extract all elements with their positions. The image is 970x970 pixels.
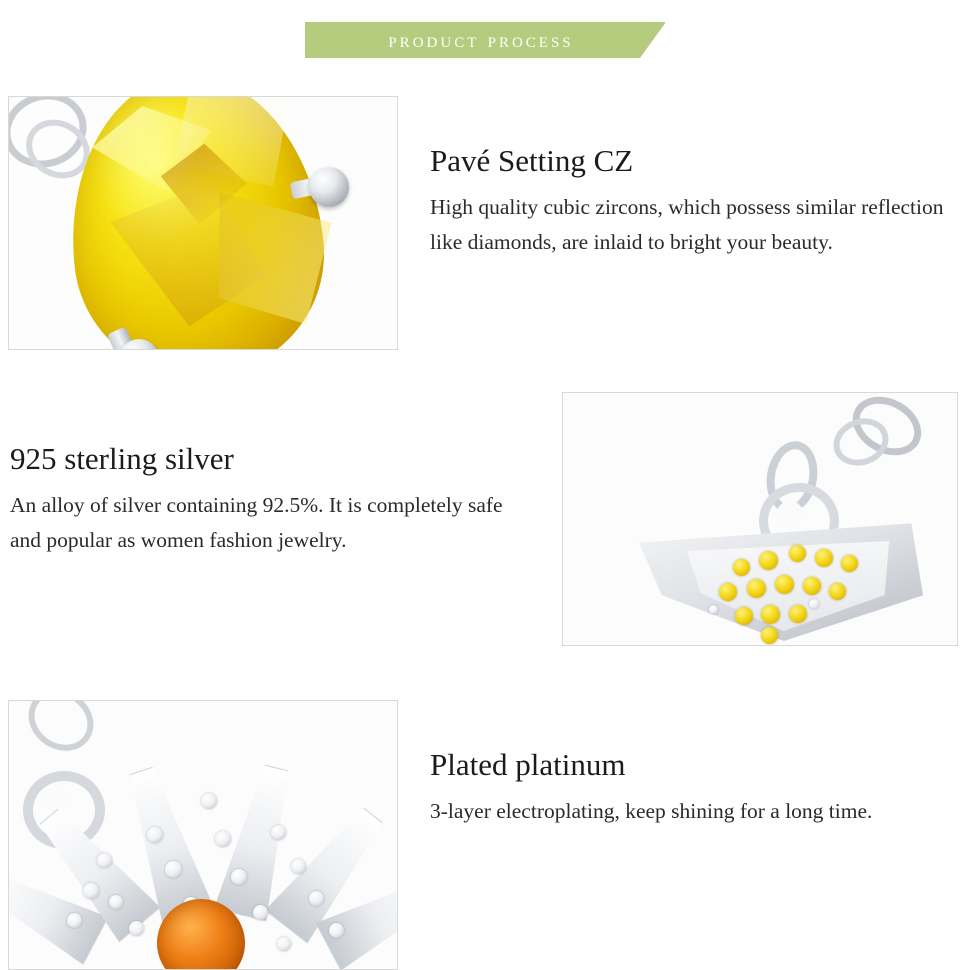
section-body-plated-platinum: 3-layer electroplating, keep shining for a long time.: [430, 799, 873, 824]
pave-stone-yellow: [815, 549, 833, 567]
product-image-plated-platinum: [8, 700, 398, 970]
silver-prong: [309, 167, 349, 207]
pave-stone-white: [67, 913, 82, 928]
pave-stone-yellow: [735, 607, 753, 625]
pave-stone-white: [201, 793, 217, 809]
pave-stone-white: [253, 905, 268, 920]
pave-stone-yellow: [803, 577, 821, 595]
pave-stone-white: [129, 921, 144, 936]
product-image-sterling-silver: [562, 392, 958, 646]
pave-stone-yellow: [841, 555, 858, 572]
pave-stone-white: [231, 869, 247, 885]
pave-stone-white: [309, 891, 324, 906]
pendant-loop-hole: [41, 789, 67, 811]
section-text-pave-setting: [430, 144, 950, 260]
pave-stone-yellow: [829, 583, 846, 600]
pave-stone-white: [97, 853, 112, 868]
pave-stone-yellow: [747, 579, 766, 598]
section-body-pave-setting: High quality cubic zircons, which possess similar reflection like diamonds, are inlaid to bright your beauty.: [430, 195, 944, 254]
pave-stone-yellow: [789, 545, 806, 562]
pave-stone-yellow: [775, 575, 794, 594]
pave-stone-white: [215, 831, 231, 847]
page-header-banner: [305, 22, 665, 58]
pendant-loop-hole: [777, 501, 803, 525]
pave-stone-white: [83, 883, 99, 899]
pave-stone-yellow: [789, 605, 807, 623]
pave-stone-white: [165, 861, 182, 878]
section-text-sterling-silver: [10, 442, 530, 558]
section-title-pave-setting: Pavé Setting CZ: [430, 143, 634, 178]
pave-stone-yellow: [719, 583, 737, 601]
pave-stone-white: [291, 859, 306, 874]
pave-stone-white: [709, 605, 718, 614]
section-body-sterling-silver: An alloy of silver containing 92.5%. It is completely safe and popular as women fashion jewelry.: [10, 493, 503, 552]
pave-stone-white: [109, 895, 123, 909]
pave-stone-white: [147, 827, 163, 843]
pave-stone-yellow: [733, 559, 750, 576]
pave-stone-white: [329, 923, 344, 938]
section-title-sterling-silver: 925 sterling silver: [10, 441, 234, 476]
pave-stone-yellow: [761, 627, 778, 644]
section-title-plated-platinum: Plated platinum: [430, 747, 626, 782]
pave-stone-white: [277, 937, 291, 951]
pave-stone-yellow: [759, 551, 778, 570]
product-image-pave-setting: [8, 96, 398, 350]
pave-stone-white: [809, 599, 819, 609]
banner-title: product process: [388, 27, 574, 52]
pave-stone-white: [271, 825, 286, 840]
pave-stone-yellow: [761, 605, 780, 624]
section-text-plated-platinum: [430, 748, 950, 829]
